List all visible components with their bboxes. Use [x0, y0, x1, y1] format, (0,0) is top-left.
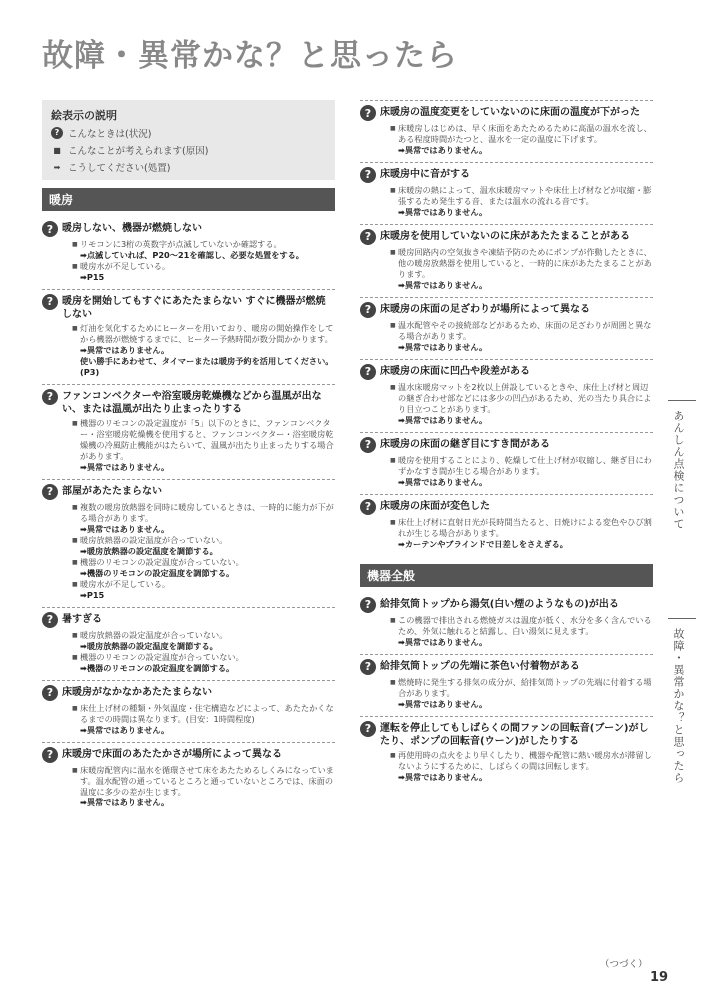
right-issue-list [360, 100, 653, 556]
question-icon: ? [360, 167, 376, 183]
remedy-text: ➡機器のリモコンの設定温度を調節する。 [80, 567, 235, 578]
issue-block [360, 654, 653, 716]
question-icon: ? [42, 389, 58, 405]
remedy-text: ➡異常ではありません。 [398, 144, 488, 155]
issue-details [390, 615, 653, 648]
remedy-text: ➡異常ではありません。 [398, 206, 488, 217]
issue-title-text: 床暖房中に音がする [380, 168, 470, 180]
issue-block [360, 100, 653, 162]
legend-row-cause [51, 143, 326, 157]
issue-block [360, 224, 653, 297]
remedy-text: ➡異常ではありません。 [398, 341, 488, 352]
issue-title-text: 床暖房の温度変更をしていないのに床面の温度が下がった [380, 107, 640, 118]
issue-details [390, 123, 653, 156]
legend-row-action [51, 160, 326, 174]
remedy-text: ➡P15 [80, 589, 105, 600]
question-icon: ? [42, 484, 58, 500]
issue-title [42, 747, 335, 763]
question-icon: ? [360, 302, 376, 318]
issue-details [390, 677, 653, 710]
issue-title-text: ファンコンベクターや浴室暖房乾燥機などから温風が出ない、または温風が出たり止まったりする [62, 390, 322, 415]
issue-title [360, 437, 653, 453]
remedy-text: ➡異常ではありません。 [398, 476, 488, 487]
cause-text: ■ 床暖房配管内に温水を循環させて床をあたためるしくみになっています。温水配管の通っているところと通っていないところでは、床面の温度に多少の差が生じます。 [72, 765, 335, 798]
issue-details [72, 703, 335, 736]
issue-title [360, 302, 653, 318]
remedy-text: ➡カーテンやブラインドで日差しをさえぎる。 [398, 538, 568, 549]
cause-text: ■ 床仕上げ材の種類・外気温度・住宅構造などによって、あたたかくなるまでの時間は異なります。(目安：1時間程度) [72, 703, 335, 725]
issue-title [42, 294, 335, 321]
side-tab-divider [668, 400, 696, 401]
issue-block [360, 359, 653, 432]
issue-block [42, 217, 335, 289]
cause-text: ■ この機器で排出される燃焼ガスは温度が低く、水分を多く含んでいるため、外気に触れると結露し、白い湯気に見えます。 [390, 615, 653, 637]
remedy-text: ➡異常ではありません。 [80, 724, 170, 735]
issue-title-text: 部屋があたたまらない [62, 485, 162, 497]
issue-block [360, 432, 653, 494]
cause-text: ■ 再使用時の点火をより早くしたり、機器や配管に熱い暖房水が滞留しないようにするために、しばらくの間は回転します。 [390, 750, 653, 772]
remedy-text: ➡機器のリモコンの設定温度を調節する。 [80, 662, 235, 673]
page-title: 故障・異常かな？と思ったら [42, 38, 458, 74]
issue-title [42, 612, 335, 628]
issue-title-text: 床暖房の床面に凹凸や段差がある [380, 365, 530, 377]
cause-text: ■ 機器のリモコンの設定温度が「5」以下のときに、ファンコンベクター・浴室暖房乾燥機を使用すると、ファンコンベクター・浴室暖房乾燥機の冷風防止機能がはたらいて、温風が出たり止まったりする場合があります。 [72, 418, 335, 462]
cause-text: ■ 暖房水が不足している。 [72, 261, 335, 272]
question-icon: ? [360, 659, 376, 675]
issue-title-text: 床暖房の床面が変色した [380, 500, 490, 512]
cause-text: ■ 機器のリモコンの設定温度が合っていない。 [72, 557, 335, 568]
remedy-text: ➡暖房放熱器の設定温度を調節する。 [80, 640, 218, 651]
issue-details [72, 765, 335, 809]
legend-box [42, 100, 335, 180]
issue-block [42, 479, 335, 607]
issue-details [390, 320, 653, 353]
remedy-text: ➡暖房放熱器の設定温度を調節する。 [80, 545, 218, 556]
cause-text: ■ 温水配管やその接続部などがあるため、床面の足ざわりが周囲と異なる場合があります。 [390, 320, 653, 342]
legend-text: こんなことが考えられます(原因) [68, 146, 209, 157]
issue-title [360, 659, 653, 675]
page-number: 19 [650, 970, 669, 985]
question-icon: ? [42, 612, 58, 628]
issue-title-text: 暑すぎる [62, 613, 102, 625]
cause-text: ■ 暖房を使用することにより、乾燥して仕上げ材が収縮し、継ぎ目にわずかなすき間が生じる場合があります。 [390, 455, 653, 477]
cause-text: ■ 暖房回路内の空気抜きや凍結予防のためにポンプが作動したときに、他の暖房放熱器を使用していると、一時的に床があたたまることがあります。 [390, 247, 653, 280]
question-icon: ? [360, 364, 376, 380]
question-icon: ? [360, 437, 376, 453]
general-issue-list [360, 593, 653, 789]
issue-details [72, 502, 335, 601]
issue-title [360, 105, 653, 121]
issue-title-text: 床暖房で床面のあたたかさが場所によって異なる [62, 748, 282, 760]
cause-text: ■ 暖房水が不足している。 [72, 579, 335, 590]
issue-block [360, 494, 653, 556]
issue-title [360, 721, 653, 748]
question-icon: ? [360, 105, 376, 121]
question-icon: ? [360, 721, 376, 737]
issue-title [42, 484, 335, 500]
cause-text: ■ 燃焼時に発生する排気の成分が、給排気筒トップの先端に付着する場合があります。 [390, 677, 653, 699]
issue-title-text: 床暖房がなかなかあたたまらない [62, 686, 212, 698]
issue-title-text: 床暖房を使用していないのに床があたたまることがある [380, 230, 630, 242]
issue-details [72, 418, 335, 473]
issue-title [42, 389, 335, 416]
question-icon: ? [360, 499, 376, 515]
remedy-text: ➡異常ではありません。 [398, 771, 488, 782]
issue-title-text: 暖房を開始してもすぐにあたたまらない すぐに機器が燃焼しない [62, 295, 326, 320]
remedy-text: ➡異常ではありません。 [398, 414, 488, 425]
cause-text: ■ 複数の暖房放熱器を同時に暖房しているときは、一時的に能力が下がる場合があります。 [72, 502, 335, 524]
issue-title-text: 給排気筒トップから湯気(白い煙のようなもの)が出る [380, 598, 619, 610]
side-tab-inspection: あんしん点検について [672, 410, 685, 530]
cause-text: ■ 灯油を気化するためにヒーターを用いており、暖房の開始操作をしてから機器が燃焼するまでに、ヒーター予熱時間が数分間かかります。 [72, 323, 335, 345]
issue-details [390, 247, 653, 291]
cause-text: ■ 機器のリモコンの設定温度が合っていない。 [72, 652, 335, 663]
remedy-text: ➡異常ではありません。 [80, 344, 170, 355]
remedy-text: ➡P15 [80, 271, 105, 282]
cause-text: ■ 暖房放熱器の設定温度が合っていない。 [72, 535, 335, 546]
issue-title [360, 364, 653, 380]
square-bullet-icon: ■ [53, 145, 61, 155]
question-icon: ? [42, 294, 58, 310]
issue-title [42, 685, 335, 701]
issue-title [360, 597, 653, 613]
cause-text: ■ 床仕上げ材に直射日光が長時間当たると、日焼けによる変色やひび割れが生じる場合があります。 [390, 517, 653, 539]
issue-block [360, 593, 653, 654]
question-icon: ? [360, 597, 376, 613]
cause-text: ■ 床暖房の熱によって、温水床暖房マットや床仕上げ材などが収縮・膨張するため発生する音、または温水の流れる音です。 [390, 185, 653, 207]
issue-block [360, 297, 653, 359]
question-icon: ? [42, 747, 58, 763]
cause-text: ■ 床暖房しはじめは、早く床面をあたためるために高温の温水を流し、ある程度時間がたつと、温水を一定の温度に下げます。 [390, 123, 653, 145]
continued-label: （つづく） [600, 959, 648, 970]
side-tab-troubleshooting: 故障・異常かな？と思ったら [672, 628, 685, 784]
arrow-right-icon: ➡ [53, 162, 61, 172]
issue-title [360, 229, 653, 245]
issue-title [360, 499, 653, 515]
issue-title-text: 床暖房の床面の足ざわりが場所によって異なる [380, 303, 590, 315]
issue-title [360, 167, 653, 183]
issue-title-text: 運転を停止してもしばらくの間ファンの回転音(ブーン)がしたり、ポンプの回転音(ウーン)がしたりする [380, 722, 649, 747]
issue-details [390, 750, 653, 783]
question-icon: ? [42, 685, 58, 701]
side-tab-divider [668, 618, 696, 619]
remedy-text: ➡点滅していれば、P20〜21を確認し、必要な処置をする。 [80, 249, 304, 260]
question-icon: ? [360, 229, 376, 245]
legend-title: 絵表示の説明 [51, 109, 117, 122]
issue-details [72, 630, 335, 674]
issue-title [42, 221, 335, 237]
remedy-text: ➡異常ではありません。 [80, 523, 170, 534]
remedy-text: ➡異常ではありません。 [80, 461, 170, 472]
issue-block [42, 680, 335, 742]
issue-title-text: 床暖房の床面の継ぎ目にすき間がある [380, 438, 550, 450]
issue-block [42, 384, 335, 479]
issue-details [390, 185, 653, 218]
issue-block [360, 716, 653, 789]
issue-details [72, 323, 335, 378]
question-icon: ? [51, 127, 63, 139]
cause-text: ■ リモコンに3桁の英数字が点滅していないか確認する。 [72, 239, 335, 250]
issue-details [390, 455, 653, 488]
issue-block [42, 607, 335, 680]
cause-text: ■ 暖房放熱器の設定温度が合っていない。 [72, 630, 335, 641]
question-icon: ? [42, 221, 58, 237]
remedy-text: ➡異常ではありません。 [80, 797, 170, 808]
issue-details [390, 382, 653, 426]
issue-details [390, 517, 653, 550]
left-column [42, 100, 335, 814]
remedy-text: ➡異常ではありません。 [398, 279, 488, 290]
issue-block [42, 742, 335, 815]
issue-title-text: 給排気筒トップの先端に茶色い付着物がある [380, 660, 580, 672]
issue-block [42, 289, 335, 384]
legend-text: こんなときは(状況) [68, 129, 152, 140]
right-column [360, 100, 653, 789]
issue-title-text: 暖房しない、機器が燃焼しない [62, 223, 202, 234]
legend-text: こうしてください(処置) [68, 163, 171, 174]
remedy-text: ➡異常ではありません。 [398, 636, 488, 647]
remedy-text: 使い勝手にあわせて、タイマーまたは暖房予約を活用してください。(P3) [80, 355, 334, 377]
remedy-text: ➡異常ではありません。 [398, 698, 488, 709]
section-header-general: 機器全般 [360, 564, 653, 587]
issue-block [360, 162, 653, 224]
cause-text: ■ 温水床暖房マットを2枚以上併設しているときや、床仕上げ材と周辺の継ぎ合わせ部などには多少の凹凸があるため、光の当たり具合により目立つことがあります。 [390, 382, 653, 415]
issue-details [72, 239, 335, 283]
section-header-heating: 暖房 [42, 188, 335, 211]
left-issue-list [42, 217, 335, 814]
legend-row-situation [51, 126, 326, 140]
